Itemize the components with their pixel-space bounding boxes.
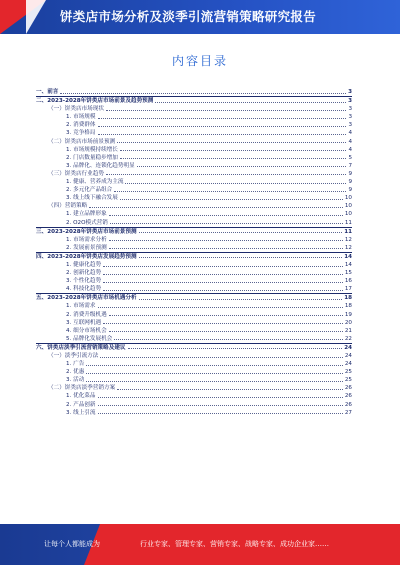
- toc-entry-label: 2. 产品创新: [66, 401, 96, 408]
- report-header: [0, 0, 400, 34]
- footer-slogan-left: 让每个人都能成为: [44, 540, 100, 548]
- toc-entry[interactable]: [36, 194, 352, 202]
- toc-entry[interactable]: [36, 96, 352, 105]
- toc-entry-page: 3: [348, 98, 352, 105]
- toc-entry[interactable]: [36, 219, 352, 227]
- toc-leader-dots: [89, 207, 343, 208]
- toc-entry[interactable]: [36, 146, 352, 154]
- toc-entry-page: 5: [348, 154, 352, 161]
- table-of-contents: [36, 88, 352, 417]
- toc-entry-page: 24: [344, 361, 352, 368]
- toc-leader-dots: [114, 191, 346, 192]
- toc-entry[interactable]: [36, 154, 352, 162]
- toc-entry-label: 1. 市场规模: [66, 114, 96, 121]
- toc-leader-dots: [98, 126, 347, 127]
- toc-entry-label: 4. 科技化趋势: [66, 286, 102, 293]
- toc-leader-dots: [120, 158, 347, 159]
- toc-leader-dots: [98, 134, 347, 135]
- toc-entry-label: 1. 市场需求: [66, 303, 96, 310]
- toc-entry[interactable]: [36, 392, 352, 400]
- toc-entry[interactable]: [36, 113, 352, 121]
- toc-entry[interactable]: [36, 105, 352, 113]
- toc-entry[interactable]: [36, 285, 352, 293]
- toc-entry[interactable]: [36, 261, 352, 269]
- toc-entry-page: 9: [348, 179, 352, 186]
- toc-entry-page: 14: [344, 261, 352, 268]
- toc-entry[interactable]: [36, 88, 352, 96]
- toc-entry-page: 7: [348, 162, 352, 169]
- toc-entry-label: 1. 健康化趋势: [66, 261, 102, 268]
- toc-entry-label: 三、2023-2028年饼类店市场前景预测: [36, 228, 137, 235]
- toc-entry-page: 3: [348, 106, 352, 113]
- toc-entry-label: 3. 品牌化、连锁化趋势明显: [66, 162, 135, 169]
- toc-entry[interactable]: [36, 360, 352, 368]
- toc-entry-page: 19: [344, 311, 352, 318]
- toc-leader-dots: [86, 365, 343, 366]
- footer-slogan-right: 行业专家、管理专家、营销专家、战略专家、成功企业家……: [140, 540, 329, 548]
- toc-leader-dots: [128, 348, 343, 349]
- toc-leader-dots: [86, 381, 343, 382]
- toc-entry-page: 24: [344, 344, 352, 351]
- toc-leader-dots: [103, 290, 343, 291]
- toc-entry-label: （二）饼类店市场前景预测: [48, 138, 116, 145]
- toc-entry-page: 3: [348, 122, 352, 129]
- toc-leader-dots: [86, 373, 343, 374]
- toc-entry-page: 26: [344, 385, 352, 392]
- toc-leader-dots: [106, 110, 346, 111]
- toc-leader-dots: [139, 299, 343, 300]
- toc-entry[interactable]: [36, 293, 352, 302]
- toc-entry-label: 1. 市场规模持续增长: [66, 146, 118, 153]
- toc-entry[interactable]: [36, 178, 352, 186]
- toc-entry-label: （一）淡季引流方法: [48, 353, 99, 359]
- toc-entry-page: 10: [344, 195, 352, 202]
- toc-entry-label: 2. 消费群体: [66, 122, 96, 129]
- toc-entry-label: （三）饼类店行业趋势: [48, 170, 104, 177]
- toc-leader-dots: [109, 315, 343, 316]
- toc-entry-label: 3. 线上线下融合发展: [66, 195, 118, 202]
- toc-entry-label: 3. 个性化趋势: [66, 278, 102, 285]
- toc-entry[interactable]: [36, 170, 352, 178]
- toc-leader-dots: [109, 240, 343, 241]
- toc-entry-page: 26: [344, 393, 352, 400]
- toc-leader-dots: [120, 150, 347, 151]
- toc-entry-label: 1. 健康、营养成为主流: [66, 179, 124, 186]
- toc-entry-page: 25: [344, 369, 352, 376]
- toc-entry-label: 1. 建立品牌形象: [66, 211, 107, 218]
- toc-entry[interactable]: [36, 376, 352, 384]
- toc-leader-dots: [114, 339, 343, 340]
- toc-heading: 内容目录: [171, 54, 228, 68]
- toc-entry[interactable]: [36, 162, 352, 170]
- toc-entry[interactable]: [36, 244, 352, 252]
- toc-entry-label: 3. 活动: [66, 377, 85, 384]
- toc-entry[interactable]: [36, 277, 352, 285]
- toc-entry-page: 27: [344, 409, 352, 416]
- toc-entry-page: 9: [348, 170, 352, 177]
- footer-banner: [0, 524, 400, 565]
- toc-entry[interactable]: [36, 409, 352, 417]
- toc-entry-label: 2. 发展前景预测: [66, 244, 107, 251]
- toc-entry-page: 12: [344, 236, 352, 243]
- toc-entry-label: 2. 创新化趋势: [66, 270, 102, 277]
- toc-entry[interactable]: [36, 227, 352, 236]
- toc-leader-dots: [110, 223, 343, 224]
- toc-entry[interactable]: [36, 343, 352, 352]
- toc-entry-page: 10: [344, 203, 352, 210]
- toc-entry[interactable]: [36, 319, 352, 327]
- toc-leader-dots: [98, 307, 343, 308]
- toc-entry-page: 22: [344, 335, 352, 342]
- toc-entry-page: 12: [344, 244, 352, 251]
- toc-leader-dots: [120, 199, 343, 200]
- toc-entry-page: 9: [348, 187, 352, 194]
- toc-leader-dots: [98, 118, 347, 119]
- toc-entry-label: 1. 优化菜品: [66, 393, 96, 400]
- toc-entry-page: 18: [344, 303, 352, 310]
- toc-entry[interactable]: [36, 138, 352, 146]
- toc-leader-dots: [109, 215, 343, 216]
- toc-entry-label: 1. 广告: [66, 361, 85, 368]
- toc-entry[interactable]: [36, 186, 352, 194]
- toc-entry-label: 一、前言: [36, 89, 59, 95]
- toc-entry-label: 2. 门店数量稳步增加: [66, 154, 118, 161]
- toc-entry-page: 4: [348, 138, 352, 145]
- toc-entry-page: 25: [344, 377, 352, 384]
- toc-entry-label: 2. 多元化产品组合: [66, 187, 113, 194]
- toc-entry-page: 18: [344, 295, 352, 302]
- toc-entry-label: 四、2023-2028年饼类店发展趋势预测: [36, 253, 137, 260]
- toc-entry-page: 4: [348, 130, 352, 137]
- toc-leader-dots: [98, 405, 343, 406]
- toc-entry[interactable]: [36, 121, 352, 129]
- toc-entry[interactable]: [36, 352, 352, 360]
- toc-entry[interactable]: [36, 335, 352, 343]
- toc-entry-page: 3: [348, 114, 352, 121]
- toc-entry-page: 14: [344, 253, 352, 260]
- toc-entry[interactable]: [36, 252, 352, 261]
- toc-entry-page: 21: [344, 327, 352, 334]
- toc-entry-label: （一）饼类店市场现状: [48, 106, 104, 113]
- toc-entry-page: 4: [348, 146, 352, 153]
- toc-entry[interactable]: [36, 327, 352, 335]
- toc-entry-label: 3. 竞争格局: [66, 130, 96, 137]
- toc-leader-dots: [109, 248, 343, 249]
- toc-leader-dots: [106, 174, 346, 175]
- toc-leader-dots: [155, 102, 346, 103]
- toc-entry[interactable]: [36, 401, 352, 409]
- toc-leader-dots: [103, 282, 343, 283]
- toc-entry[interactable]: [36, 210, 352, 218]
- report-title: 饼类店市场分析及淡季引流营销策略研究报告: [60, 9, 317, 24]
- toc-leader-dots: [60, 93, 346, 94]
- toc-entry-label: 2. 优惠: [66, 369, 85, 376]
- toc-entry-label: 3. 互联网机遇: [66, 319, 102, 326]
- toc-entry[interactable]: [36, 129, 352, 137]
- toc-entry[interactable]: [36, 302, 352, 310]
- toc-entry-label: （二）饼类店淡季营销方案: [48, 385, 116, 392]
- toc-leader-dots: [125, 183, 346, 184]
- toc-leader-dots: [137, 166, 347, 167]
- toc-entry-label: 2. 消费升级机遇: [66, 311, 107, 318]
- toc-entry-page: 20: [344, 319, 352, 326]
- toc-entry-page: 26: [344, 401, 352, 408]
- toc-entry-page: 15: [344, 270, 352, 277]
- toc-entry-page: 17: [344, 286, 352, 293]
- toc-entry-page: 11: [344, 228, 352, 235]
- toc-entry-page: 24: [344, 353, 352, 359]
- toc-leader-dots: [139, 257, 343, 258]
- toc-entry-page: 3: [348, 89, 352, 95]
- header-white-accent: [26, 0, 46, 34]
- toc-entry[interactable]: [36, 236, 352, 244]
- toc-entry-label: 5. 品牌化发展机会: [66, 335, 113, 342]
- toc-leader-dots: [117, 142, 346, 143]
- toc-leader-dots: [103, 266, 343, 267]
- toc-entry-label: （四）营销策略: [48, 203, 88, 210]
- toc-leader-dots: [98, 397, 343, 398]
- toc-leader-dots: [100, 357, 343, 358]
- toc-entry-label: 1. 市场需求分析: [66, 236, 107, 243]
- toc-leader-dots: [103, 274, 343, 275]
- toc-entry-label: 二、2023-2028年饼类店市场前景及趋势预测: [36, 98, 154, 105]
- toc-entry-page: 16: [344, 278, 352, 285]
- toc-entry-label: 4. 细分市场机会: [66, 327, 107, 334]
- toc-leader-dots: [109, 331, 343, 332]
- toc-entry[interactable]: [36, 311, 352, 319]
- toc-entry-page: 10: [344, 211, 352, 218]
- toc-entry[interactable]: [36, 384, 352, 392]
- toc-entry-label: 3. 线上引流: [66, 409, 96, 416]
- toc-entry-label: 2. O2O模式营销: [66, 219, 108, 226]
- toc-entry[interactable]: [36, 368, 352, 376]
- toc-entry[interactable]: [36, 202, 352, 210]
- toc-leader-dots: [117, 389, 343, 390]
- toc-leader-dots: [139, 232, 343, 233]
- toc-leader-dots: [98, 413, 343, 414]
- toc-entry[interactable]: [36, 269, 352, 277]
- toc-entry-label: 六、饼类店淡季引流营销策略及建议: [36, 344, 126, 351]
- toc-leader-dots: [103, 323, 343, 324]
- toc-entry-label: 五、2023-2028年饼类店市场机遇分析: [36, 295, 137, 302]
- toc-entry-page: 11: [344, 219, 352, 226]
